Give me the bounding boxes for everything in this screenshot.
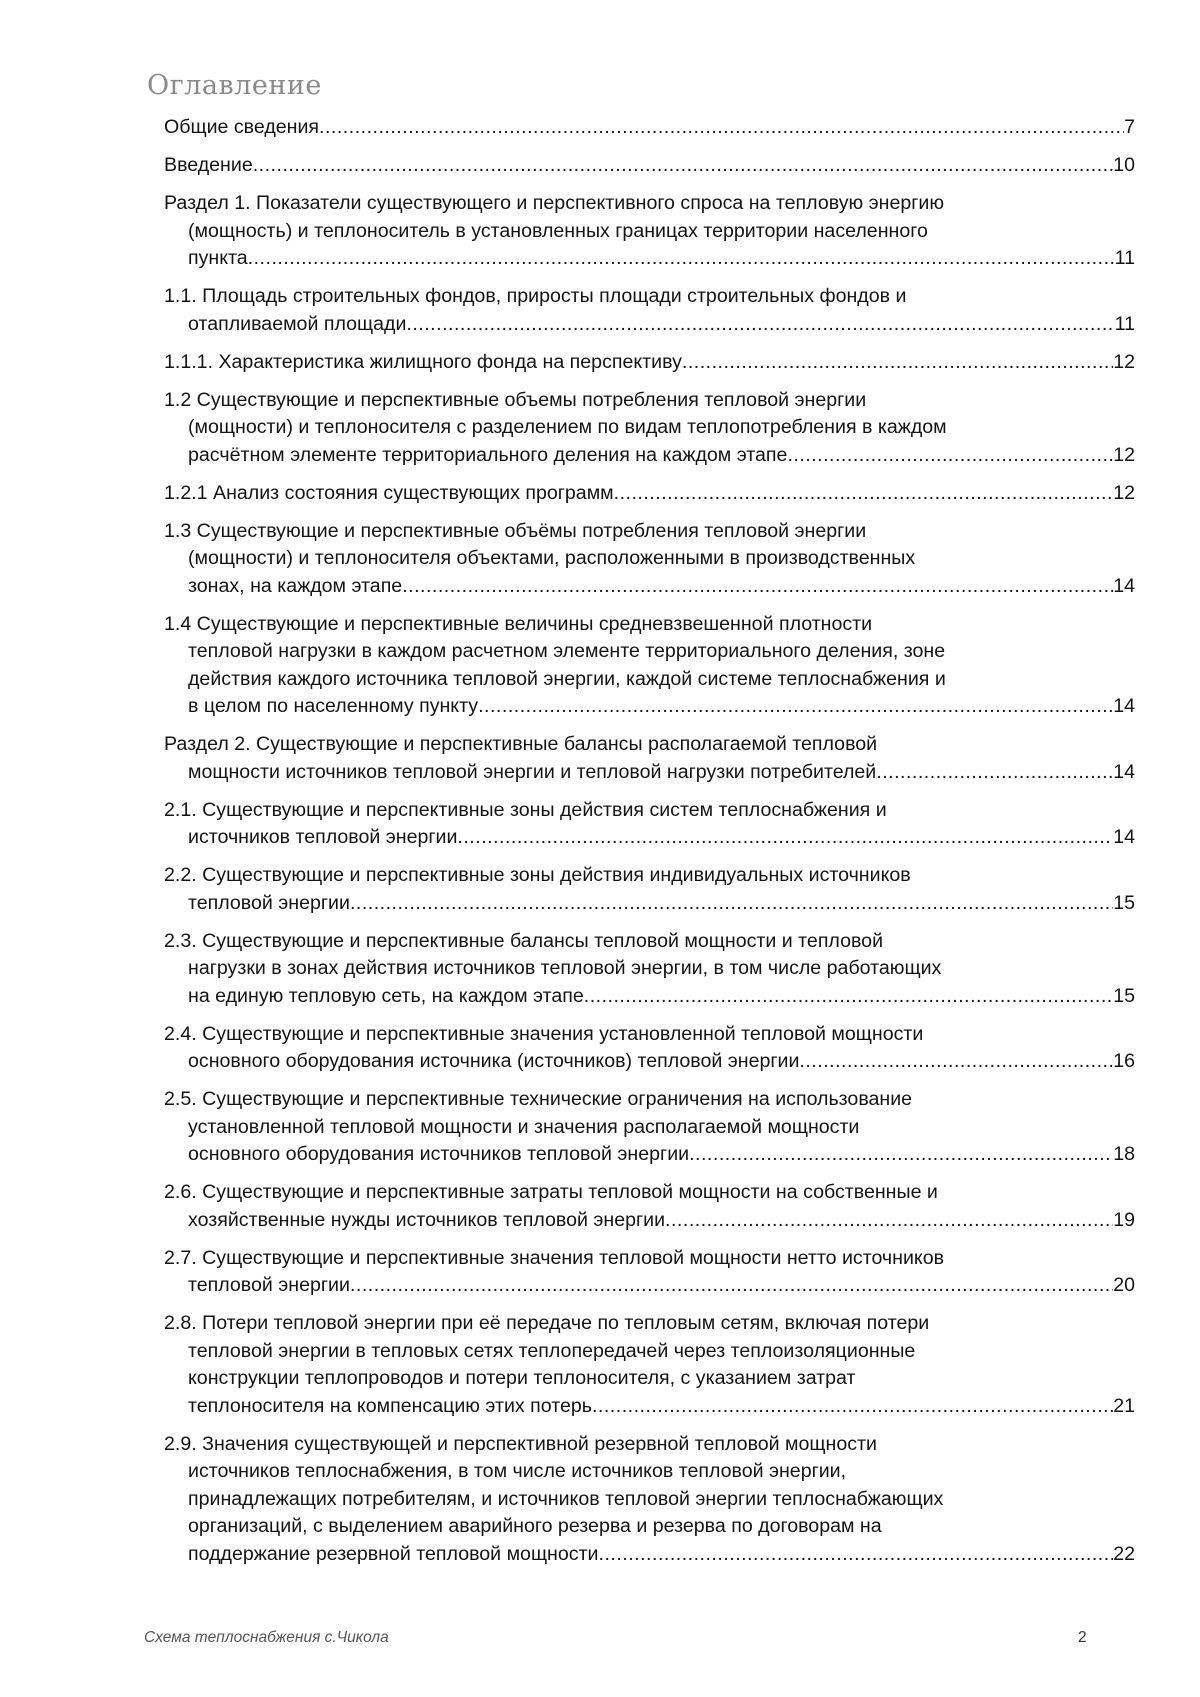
toc-page-number: 12 xyxy=(1113,481,1135,504)
toc-page-number: 21 xyxy=(1113,1394,1135,1417)
toc-entry-text: на единую тепловую сеть, на каждом этапе xyxy=(188,984,584,1007)
toc-entry[interactable] xyxy=(164,731,1135,786)
toc-entry-last-line xyxy=(188,1393,1135,1421)
toc-page-number: 12 xyxy=(1113,350,1135,373)
toc-entry-last-line xyxy=(188,983,1135,1011)
toc-entry-line: тепловой энергии в тепловых сетях теплопередачей через теплоизоляционные xyxy=(188,1339,916,1362)
toc-entry-line: 2.4. Существующие и перспективные значения установленной тепловой мощности xyxy=(164,1022,924,1045)
toc-entry-line: 2.7. Существующие и перспективные значения тепловой мощности нетто источников xyxy=(164,1246,944,1269)
dot-leader xyxy=(457,824,1113,852)
toc-entry[interactable] xyxy=(164,1431,1135,1569)
toc-entry-line: тепловой нагрузки в каждом расчетном элементе территориального деления, зоне xyxy=(188,640,946,662)
toc-entry-text: расчётном элементе территориального деления на каждом этапе xyxy=(188,443,788,466)
toc-entry[interactable] xyxy=(164,480,1135,508)
toc-entry-line: организаций, с выделением аварийного резерва и резерва по договорам на xyxy=(188,1515,882,1537)
dot-leader xyxy=(599,1541,1114,1569)
dot-leader xyxy=(614,480,1114,508)
toc-entry[interactable] xyxy=(164,1021,1135,1076)
toc-page-number: 14 xyxy=(1113,695,1135,717)
dot-leader xyxy=(402,573,1113,601)
toc-entry[interactable] xyxy=(164,114,1135,142)
toc-entry-line: 2.5. Существующие и перспективные технические ограничения на использование xyxy=(164,1088,913,1110)
toc-entry[interactable] xyxy=(164,1310,1135,1420)
toc-entry[interactable] xyxy=(164,1179,1135,1234)
toc-entry-text: поддержание резервной тепловой мощности xyxy=(188,1542,599,1565)
toc-page-number: 20 xyxy=(1113,1274,1135,1296)
dot-leader xyxy=(799,1048,1113,1076)
toc-entry-line: 2.6. Существующие и перспективные затраты тепловой мощности на собственные и xyxy=(164,1181,938,1203)
footer-page-number: 2 xyxy=(1078,1629,1087,1646)
dot-leader xyxy=(350,890,1113,918)
toc-entry-last-line xyxy=(188,1048,1135,1076)
toc-heading: Оглавление xyxy=(147,70,322,101)
toc-entry-text: в целом по населенному пункту xyxy=(188,695,479,717)
dot-leader xyxy=(682,349,1113,377)
toc-entry-text: зонах, на каждом этапе xyxy=(188,574,403,597)
toc-entry-last-line xyxy=(164,114,1135,142)
toc-entry-line: установленной тепловой мощности и значения располагаемой мощности xyxy=(188,1115,860,1138)
toc-entry[interactable] xyxy=(164,283,1135,338)
toc-entry-last-line xyxy=(188,245,1135,273)
toc-entry-line: (мощности) и теплоносителя объектами, расположенными в производственных xyxy=(188,547,916,569)
toc-entry-text: основного оборудования источника (источников) тепловой энергии xyxy=(188,1050,800,1072)
toc-page-number: 14 xyxy=(1113,760,1135,783)
toc-entry-line: нагрузки в зонах действия источников тепловой энергии, в том числе работающих xyxy=(188,957,942,979)
toc-entry-text: 1.2.1 Анализ состояния существующих программ xyxy=(164,481,614,504)
toc-page-number: 16 xyxy=(1113,1050,1135,1072)
toc-entry[interactable] xyxy=(164,1245,1135,1300)
footer-document-title: Схема теплоснабжения с.Чикола xyxy=(144,1629,389,1646)
toc-entry-last-line xyxy=(188,890,1135,918)
dot-leader xyxy=(689,1141,1113,1169)
table-of-contents xyxy=(164,114,1135,1579)
toc-entry-line: 2.8. Потери тепловой энергии при её передаче по тепловым сетям, включая потери xyxy=(164,1312,930,1334)
toc-entry-text: тепловой энергии xyxy=(188,1274,350,1296)
dot-leader xyxy=(665,1207,1113,1235)
toc-entry-line: (мощность) и теплоноситель в установленных границах территории населенного xyxy=(188,219,928,242)
toc-entry-line: 2.9. Значения существующей и перспективной резервной тепловой мощности xyxy=(164,1432,877,1455)
toc-page-number: 15 xyxy=(1113,891,1135,914)
toc-entry-line: принадлежащих потребителям, и источников тепловой энергии теплоснабжающих xyxy=(188,1487,944,1510)
toc-entry-text: мощности источников тепловой энергии и тепловой нагрузки потребителей xyxy=(188,760,877,783)
dot-leader xyxy=(406,311,1114,339)
toc-page-number: 19 xyxy=(1113,1208,1135,1231)
toc-entry-text: теплоносителя на компенсацию этих потерь xyxy=(188,1394,592,1417)
toc-entry-text: пункта xyxy=(188,247,248,269)
toc-entry-last-line xyxy=(188,311,1135,339)
toc-page-number: 10 xyxy=(1113,154,1135,176)
toc-page-number: 18 xyxy=(1113,1143,1135,1165)
toc-entry-last-line xyxy=(188,1541,1135,1569)
toc-entry-text: хозяйственные нужды источников тепловой энергии xyxy=(188,1208,666,1231)
toc-page-number: 15 xyxy=(1113,984,1135,1007)
toc-page-number: 14 xyxy=(1113,826,1135,848)
toc-entry-last-line xyxy=(164,152,1135,180)
toc-entry-last-line xyxy=(188,824,1135,852)
toc-page-number: 14 xyxy=(1113,574,1135,597)
dot-leader xyxy=(584,983,1113,1011)
toc-entry-line: Раздел 1. Показатели существующего и перспективного спроса на тепловую энергию xyxy=(164,192,945,214)
toc-entry[interactable] xyxy=(164,1086,1135,1169)
toc-entry-line: 1.2 Существующие и перспективные объемы потребления тепловой энергии xyxy=(164,388,867,411)
toc-entry-text: источников тепловой энергии xyxy=(188,826,458,848)
toc-page-number: 11 xyxy=(1114,312,1135,335)
toc-entry[interactable] xyxy=(164,611,1135,721)
toc-entry[interactable] xyxy=(164,387,1135,470)
toc-entry[interactable] xyxy=(164,862,1135,917)
dot-leader xyxy=(592,1393,1113,1421)
toc-entry[interactable] xyxy=(164,152,1135,180)
dot-leader xyxy=(248,245,1115,273)
toc-entry-last-line xyxy=(188,1207,1135,1235)
toc-page-number: 11 xyxy=(1114,247,1135,269)
toc-entry-line: действия каждого источника тепловой энергии, каждой системе теплоснабжения и xyxy=(188,667,946,690)
toc-entry-line: 1.1. Площадь строительных фондов, приросты площади строительных фондов и xyxy=(164,285,907,307)
toc-entry[interactable] xyxy=(164,928,1135,1011)
toc-entry-text: Общие сведения xyxy=(164,116,320,138)
toc-entry-last-line xyxy=(188,1141,1135,1169)
toc-entry-line: 1.3 Существующие и перспективные объёмы потребления тепловой энергии xyxy=(164,519,867,542)
toc-entry-text: тепловой энергии xyxy=(188,891,350,914)
dot-leader xyxy=(478,693,1113,721)
toc-page-number: 22 xyxy=(1113,1542,1135,1565)
toc-entry-line: конструкции теплопроводов и потери теплоносителя, с указанием затрат xyxy=(188,1367,856,1389)
dot-leader xyxy=(876,759,1113,787)
toc-entry-line: (мощности) и теплоносителя с разделением по видам теплопотребления в каждом xyxy=(188,416,947,438)
toc-entry[interactable] xyxy=(164,518,1135,601)
toc-entry-text: основного оборудования источников тепловой энергии xyxy=(188,1143,690,1165)
toc-page-number: 7 xyxy=(1124,116,1135,138)
toc-entry-text: отапливаемой площади xyxy=(188,312,407,335)
toc-entry-line: Раздел 2. Существующие и перспективные балансы располагаемой тепловой xyxy=(164,733,878,755)
toc-entry-line: 2.2. Существующие и перспективные зоны действия индивидуальных источников xyxy=(164,864,911,886)
dot-leader xyxy=(787,442,1113,470)
toc-entry[interactable] xyxy=(164,349,1135,377)
toc-entry-last-line xyxy=(188,573,1135,601)
toc-entry-line: 2.3. Существующие и перспективные балансы тепловой мощности и тепловой xyxy=(164,929,884,952)
toc-entry-line: 1.4 Существующие и перспективные величины средневзвешенной плотности xyxy=(164,612,873,635)
toc-entry[interactable] xyxy=(164,190,1135,273)
dot-leader xyxy=(319,114,1124,142)
toc-entry-line: 2.1. Существующие и перспективные зоны действия систем теплоснабжения и xyxy=(164,798,887,821)
toc-page-number: 12 xyxy=(1113,443,1135,466)
toc-entry-line: источников теплоснабжения, в том числе источников тепловой энергии, xyxy=(188,1460,847,1482)
toc-entry-text: Введение xyxy=(164,154,253,176)
toc-entry-last-line xyxy=(164,480,1135,508)
toc-entry-last-line xyxy=(188,693,1135,721)
dot-leader xyxy=(350,1272,1113,1300)
toc-entry[interactable] xyxy=(164,797,1135,852)
toc-entry-text: 1.1.1. Характеристика жилищного фонда на перспективу xyxy=(164,350,682,373)
toc-entry-last-line xyxy=(188,1272,1135,1300)
toc-entry-last-line xyxy=(188,442,1135,470)
dot-leader xyxy=(253,152,1113,180)
toc-entry-last-line xyxy=(188,759,1135,787)
toc-entry-last-line xyxy=(164,349,1135,377)
